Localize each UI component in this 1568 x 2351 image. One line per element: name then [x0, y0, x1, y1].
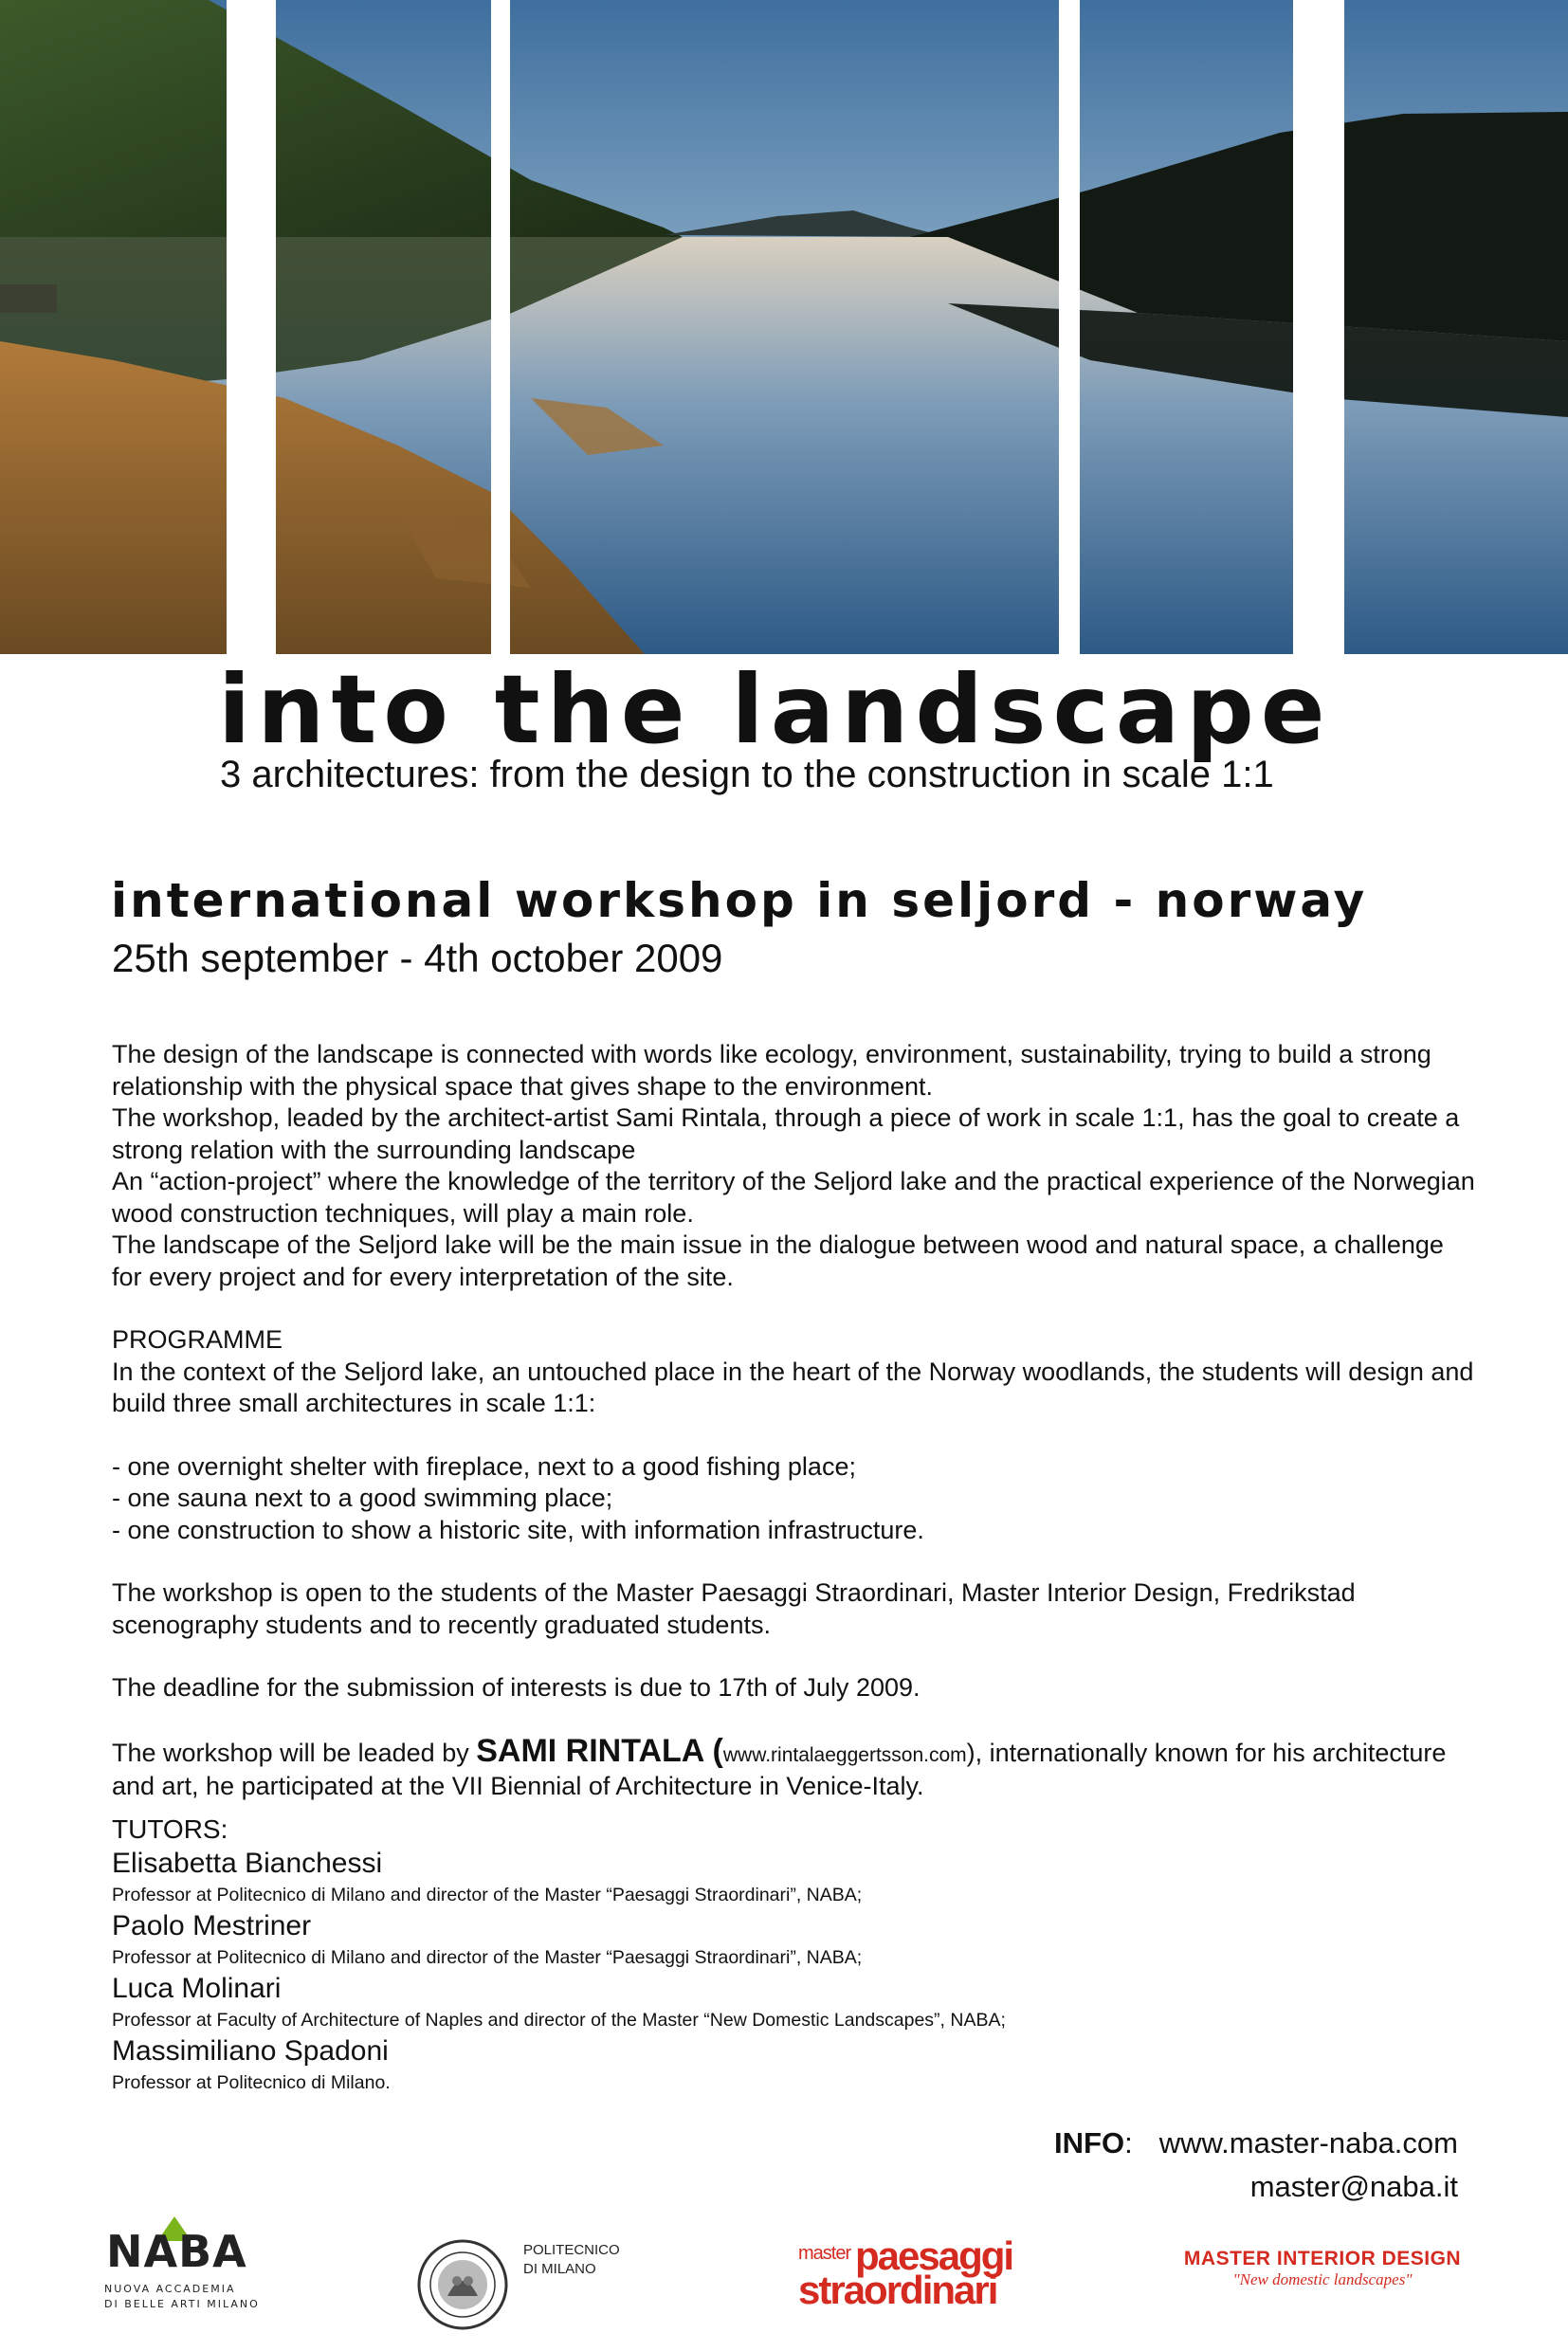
tutor-entry [112, 1847, 1477, 1909]
programme-text: In the context of the Seljord lake, an untouched place in the heart of the Norway woodlands, the students will design and build three small architectures in scale 1:1: [112, 1357, 1474, 1417]
mid-subtitle: "New domestic landscapes" [1232, 2270, 1413, 2288]
paesaggi-master-word: master [798, 2243, 851, 2264]
naba-line-1: NUOVA ACCADEMIA [104, 2283, 236, 2295]
politecnico-name: POLITECNICO DI MILANO [523, 2242, 620, 2277]
workshop-dates: 25th september - 4th october 2009 [112, 936, 723, 980]
naba-logo [104, 2226, 265, 2330]
programme-item: - one overnight shelter with fireplace, next to a good fishing place; [112, 1451, 856, 1481]
mid-title: MASTER INTERIOR DESIGN [1183, 2248, 1462, 2269]
politecnico-seal-icon [415, 2237, 510, 2332]
leader-paragraph [112, 1732, 1477, 1803]
naba-line-2: DI BELLE ARTI MILANO [104, 2298, 260, 2310]
tutor-role: Professor at Faculty of Architecture of Naples and director of the Master “New Domestic Landscapes”, NABA; [112, 2010, 1006, 2031]
leader-website: www.rintalaeggertsson.com [722, 1743, 967, 1766]
politecnico-logo [415, 2237, 633, 2342]
info-line [1054, 2122, 1458, 2165]
paesaggi-word: paesaggi [855, 2233, 1013, 2278]
intro-paragraph: The landscape of the Seljord lake will be the main issue in the dialogue between wood and natural space, a challenge for every project and for every interpretation of the site. [112, 1230, 1444, 1291]
body-text [112, 1039, 1477, 1803]
poster-subtitle: 3 architectures: from the design to the construction in scale 1:1 [220, 754, 1274, 795]
tutor-name: Luca Molinari [112, 1973, 282, 2004]
tutor-name: Paolo Mestriner [112, 1910, 312, 1941]
leader-open-paren: ( [703, 1732, 723, 1769]
tutor-entry [112, 2034, 1477, 2097]
photo-divider [1293, 0, 1344, 654]
photo-divider [227, 0, 276, 654]
tutor-role: Professor at Politecnico di Milano. [112, 2072, 391, 2093]
intro-paragraph: The design of the landscape is connected with words like ecology, environment, sustainability, trying to build a strong relationship with the physical space that gives shape to the environment. [112, 1040, 1431, 1101]
open-to-paragraph: The workshop is open to the students of the Master Paesaggi Straordinari, Master Interior Design, Fredrikstad scenography students and to recently graduated students. [112, 1578, 1356, 1639]
naba-wordmark: NABA [106, 2226, 247, 2277]
info-email-link[interactable]: master@naba.it [1249, 2170, 1458, 2203]
tutors-heading: TUTORS: [112, 1814, 228, 1844]
leader-suffix: ), internationally known for his architecture and art, he participated at the VII Biennial of Architecture in Venice-Italy. [112, 1738, 1447, 1800]
workshop-heading: international workshop in seljord - norway [111, 873, 1368, 928]
deadline-paragraph: The deadline for the submission of interests is due to 17th of July 2009. [112, 1673, 921, 1702]
master-interior-design-logo [1180, 2248, 1465, 2305]
info-block [1054, 2122, 1458, 2209]
programme-heading: PROGRAMME [112, 1325, 283, 1354]
paesaggi-straordinari-logo [798, 2235, 1035, 2321]
leader-prefix: The workshop will be leaded by [112, 1738, 477, 1767]
photo-divider [1059, 0, 1080, 654]
tutor-role: Professor at Politecnico di Milano and director of the Master “Paesaggi Straordinari”, NABA; [112, 1947, 863, 1968]
info-website-link[interactable]: www.master-naba.com [1158, 2126, 1458, 2160]
intro-paragraph: An “action-project” where the knowledge of the territory of the Seljord lake and the practical experience of the Norwegian wood construction techniques, will play a main role. [112, 1167, 1475, 1228]
photo-divider [491, 0, 510, 654]
tutors-section [112, 1813, 1477, 2097]
tutor-role: Professor at Politecnico di Milano and director of the Master “Paesaggi Straordinari”, NABA; [112, 1885, 863, 1905]
leader-name: SAMI RINTALA [476, 1732, 704, 1769]
tutor-entry [112, 1909, 1477, 1972]
tutor-name: Massimiliano Spadoni [112, 2035, 389, 2067]
tutor-entry [112, 1972, 1477, 2034]
programme-item: - one sauna next to a good swimming place; [112, 1484, 613, 1512]
programme-item: - one construction to show a historic site, with information infrastructure. [112, 1515, 924, 1544]
intro-paragraph: The workshop, leaded by the architect-artist Sami Rintala, through a piece of work in scale 1:1, has the goal to create a strong relation with the surrounding landscape [112, 1103, 1460, 1164]
banner-photo [0, 0, 1568, 654]
poster-title: into the landscape [218, 654, 1332, 765]
info-label: INFO [1054, 2126, 1125, 2160]
straordinari-word: straordinari [798, 2268, 997, 2312]
info-colon: : [1124, 2126, 1133, 2160]
tutor-name: Elisabetta Bianchessi [112, 1848, 383, 1879]
